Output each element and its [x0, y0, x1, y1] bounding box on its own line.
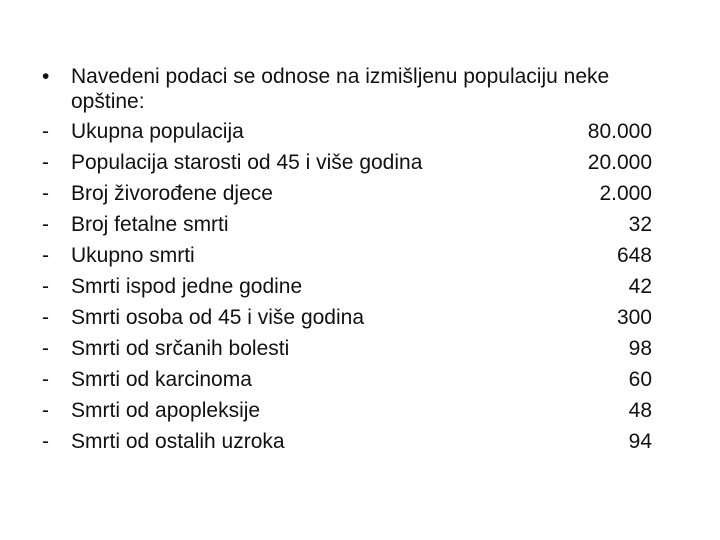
item-label: Smrti od karcinoma — [71, 368, 252, 391]
dash-marker: - — [42, 244, 49, 267]
intro-paragraph — [42, 64, 682, 114]
list-item — [42, 178, 662, 209]
item-value: 98 — [628, 337, 652, 360]
list-item — [42, 302, 662, 333]
item-value: 48 — [628, 399, 652, 422]
list-item — [42, 395, 662, 426]
dash-marker: - — [42, 337, 49, 360]
item-label: Populacija starosti od 45 i više godina — [71, 151, 423, 174]
item-label: Ukupna populacija — [71, 120, 244, 143]
list-item — [42, 271, 662, 302]
dash-marker: - — [42, 306, 49, 329]
item-value: 80.000 — [587, 120, 652, 143]
list-item — [42, 147, 662, 178]
item-label: Smrti osoba od 45 i više godina — [71, 306, 365, 329]
dash-marker: - — [42, 430, 49, 453]
item-value: 42 — [628, 275, 652, 298]
dash-marker: - — [42, 151, 49, 174]
item-value: 94 — [628, 430, 652, 453]
item-value: 300 — [616, 306, 652, 329]
item-value: 20.000 — [587, 151, 652, 174]
dash-marker: - — [42, 213, 49, 236]
item-label: Smrti ispod jedne godine — [71, 275, 303, 298]
item-value: 648 — [616, 244, 652, 267]
list-item — [42, 426, 662, 457]
dash-marker: - — [42, 368, 49, 391]
list-item — [42, 240, 662, 271]
dash-marker: - — [42, 275, 49, 298]
list-item — [42, 364, 662, 395]
item-label: Broj fetalne smrti — [71, 213, 229, 236]
item-label: Broj živorođene djece — [71, 182, 273, 205]
bullet-icon: • — [42, 65, 50, 88]
item-value: 32 — [628, 213, 652, 236]
item-label: Smrti od ostalih uzroka — [71, 430, 285, 453]
list-item — [42, 333, 662, 364]
item-value: 60 — [628, 368, 652, 391]
population-data-list — [42, 116, 662, 457]
item-label: Smrti od srčanih bolesti — [71, 337, 290, 360]
dash-marker: - — [42, 399, 49, 422]
intro-text: Navedeni podaci se odnose na izmišljenu populaciju neke opštine: — [71, 65, 610, 113]
dash-marker: - — [42, 120, 49, 143]
dash-marker: - — [42, 182, 49, 205]
item-label: Ukupno smrti — [71, 244, 195, 267]
list-item — [42, 116, 662, 147]
list-item — [42, 209, 662, 240]
item-value: 2.000 — [599, 182, 652, 205]
item-label: Smrti od apopleksije — [71, 399, 261, 422]
